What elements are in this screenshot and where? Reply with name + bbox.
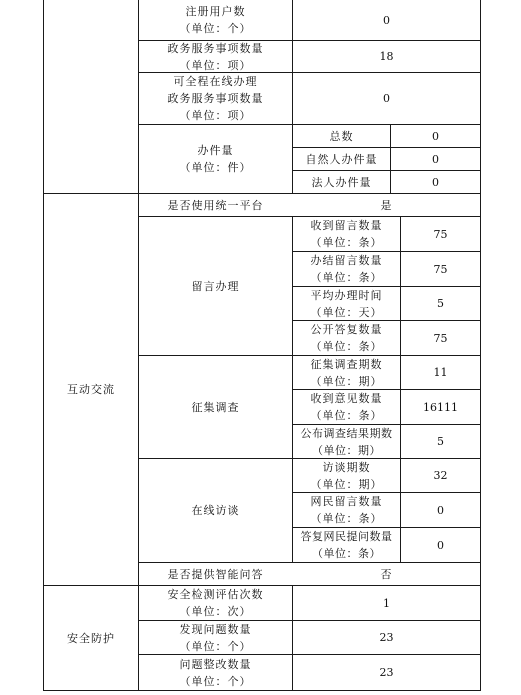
security-section-label: 安全防护 xyxy=(67,631,115,645)
survey-opinions-value: 16111 xyxy=(423,400,458,414)
unit-text: （单位：期） xyxy=(310,477,383,491)
registered-users-label xyxy=(139,0,292,40)
label-text: 政务服务事项数量 xyxy=(167,92,264,105)
label-text: 收到留言数量 xyxy=(310,219,383,232)
survey-periods-value: 11 xyxy=(433,366,448,379)
interview-answered-value: 0 xyxy=(437,538,444,552)
smart-qa-value: 否 xyxy=(380,567,393,581)
cases-natural-label: 自然人办件量 xyxy=(305,152,378,166)
label-text: 答复网民提问数量 xyxy=(300,530,393,543)
label-text: 收到意见数量 xyxy=(310,392,383,405)
cases-natural-value: 0 xyxy=(432,152,439,166)
cases-total-label: 总数 xyxy=(329,129,354,143)
unit-text: （单位：条） xyxy=(310,512,383,525)
label-text: 公布调查结果期数 xyxy=(300,426,393,440)
messages-received-value: 75 xyxy=(433,227,448,241)
unit-text: （单位：件） xyxy=(179,161,252,174)
label-text: 征集调查期数 xyxy=(310,357,383,371)
service-items-label xyxy=(139,41,292,72)
label-text: 发现问题数量 xyxy=(179,622,252,636)
messages-avg-time-value: 5 xyxy=(437,297,444,310)
unit-text: （单位：次） xyxy=(179,605,252,618)
cases-label xyxy=(139,125,292,193)
issues-fixed-value: 23 xyxy=(379,666,394,679)
label-text: 平均办理时间 xyxy=(310,288,383,302)
unit-text: （单位：条） xyxy=(310,236,383,249)
label-text: 网民留言数量 xyxy=(310,495,383,508)
label-text: 政务服务事项数量 xyxy=(167,41,264,55)
unit-text: （单位：个） xyxy=(179,22,252,35)
cases-total-value: 0 xyxy=(432,129,439,143)
survey-opinions-label xyxy=(293,390,400,424)
grid-line xyxy=(43,690,480,691)
messages-concluded-value: 75 xyxy=(433,262,448,276)
issues-found-value: 23 xyxy=(379,631,394,644)
unit-text: （单位：项） xyxy=(179,109,252,122)
smart-qa-label: 是否提供智能问答 xyxy=(167,567,264,581)
messages-received-label xyxy=(293,217,400,251)
interview-netizen-msgs-label xyxy=(293,493,400,527)
assessments-value: 1 xyxy=(383,596,390,610)
messages-public-replies-label xyxy=(293,321,400,355)
survey-label: 征集调查 xyxy=(191,400,240,414)
interview-periods-label xyxy=(293,459,400,492)
label-text: 访谈期数 xyxy=(322,460,371,474)
messages-public-replies-value: 75 xyxy=(433,331,448,345)
issues-fixed-label xyxy=(139,655,292,690)
online-items-label xyxy=(139,73,292,124)
messages-label: 留言办理 xyxy=(191,279,240,293)
issues-found-label xyxy=(139,621,292,654)
messages-concluded-label xyxy=(293,252,400,286)
messages-avg-time-label xyxy=(293,287,400,320)
cases-legal-value: 0 xyxy=(432,175,439,189)
unit-text: （单位：条） xyxy=(310,340,383,353)
unit-text: （单位：天） xyxy=(310,305,383,319)
registered-users-value: 0 xyxy=(383,13,390,27)
unit-text: （单位：项） xyxy=(179,58,252,72)
unit-text: （单位：个） xyxy=(179,674,252,688)
interview-netizen-msgs-value: 0 xyxy=(437,503,444,517)
interaction-section-label: 互动交流 xyxy=(67,383,115,396)
unit-text: （单位：条） xyxy=(310,409,383,422)
label-text: 公开答复数量 xyxy=(310,323,383,336)
assessments-label xyxy=(139,586,292,620)
service-items-value: 18 xyxy=(379,50,394,63)
label-text: 安全检测评估次数 xyxy=(167,588,264,601)
unit-text: （单位：个） xyxy=(179,639,252,653)
survey-published-value: 5 xyxy=(437,435,444,448)
cases-legal-label: 法人办件量 xyxy=(311,175,372,189)
grid-line xyxy=(480,0,481,691)
label-text: 办件量 xyxy=(197,144,234,157)
unified-platform-value: 是 xyxy=(380,198,393,212)
survey-periods-label xyxy=(293,356,400,389)
unified-platform-label: 是否使用统一平台 xyxy=(167,198,264,212)
interview-label: 在线访谈 xyxy=(191,504,240,517)
unit-text: （单位：期） xyxy=(310,374,383,388)
survey-published-label xyxy=(293,425,400,458)
interview-answered-label xyxy=(293,528,400,562)
unit-text: （单位：条） xyxy=(312,547,381,560)
label-text: 问题整改数量 xyxy=(179,657,252,671)
label-text: 可全程在线办理 xyxy=(173,75,258,88)
unit-text: （单位：条） xyxy=(310,271,383,284)
unit-text: （单位：期） xyxy=(312,443,381,457)
interview-periods-value: 32 xyxy=(433,469,448,482)
label-text: 办结留言数量 xyxy=(310,254,383,267)
online-items-value: 0 xyxy=(383,92,390,105)
label-text: 注册用户数 xyxy=(185,5,246,18)
